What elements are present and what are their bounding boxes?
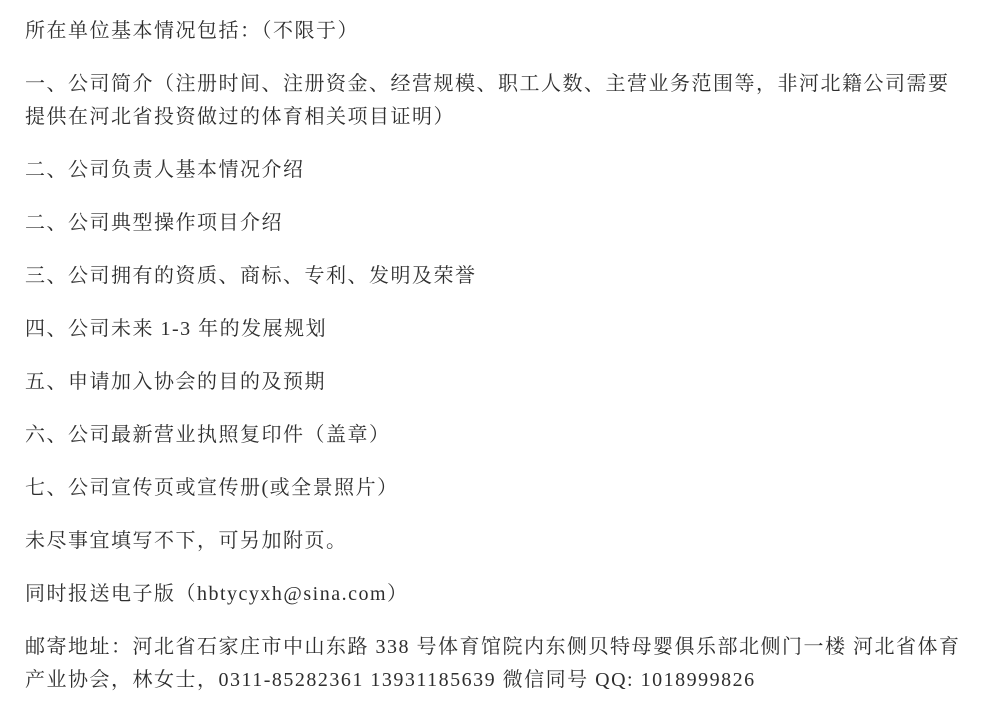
item-1-company-profile: 一、公司简介（注册时间、注册资金、经营规模、职工人数、主营业务范围等，非河北籍公司需要提供在河北省投资做过的体育相关项目证明） xyxy=(25,73,950,128)
item-4-development-plan: 四、公司未来 1-3 年的发展规划 xyxy=(25,318,328,340)
intro-line: 所在单位基本情况包括：（不限于） xyxy=(25,20,359,42)
item-2b-typical-projects: 二、公司典型操作项目介绍 xyxy=(25,212,283,234)
note-electronic-copy: 同时报送电子版（hbtycyxh@sina.com） xyxy=(25,583,409,605)
item-3-qualifications-trademarks: 三、公司拥有的资质、商标、专利、发明及荣誉 xyxy=(25,265,477,287)
item-5-application-purpose: 五、申请加入协会的目的及预期 xyxy=(25,371,326,393)
note-appendix: 未尽事宜填写不下，可另加附页。 xyxy=(25,530,348,552)
item-6-business-license-copy: 六、公司最新营业执照复印件（盖章） xyxy=(25,424,391,446)
mailing-address: 邮寄地址：河北省石家庄市中山东路 338 号体育馆院内东侧贝特母婴俱乐部北侧门一楼 河北省体育产业协会，林女士，0311-85282361 13931185639 微信同号 QQ: 1018999826 xyxy=(25,636,961,691)
item-7-brochure-photos: 七、公司宣传页或宣传册(或全景照片） xyxy=(25,477,399,499)
item-2-leader-introduction: 二、公司负责人基本情况介绍 xyxy=(25,159,305,181)
